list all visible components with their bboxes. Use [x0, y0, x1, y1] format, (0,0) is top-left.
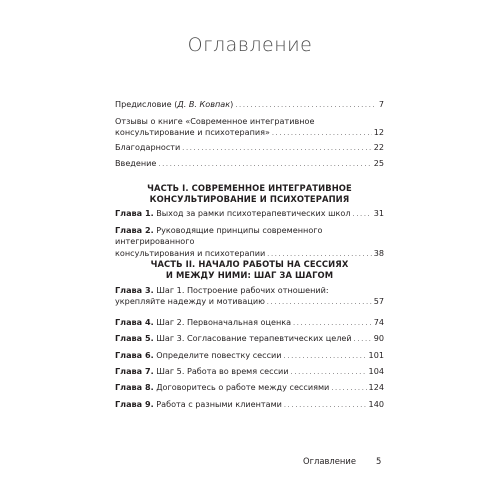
- leader-dots: [354, 333, 372, 345]
- part-heading[interactable]: ЧАСТЬ II. НАЧАЛО РАБОТЫ НА СЕССИЯХ И МЕЖДУ НИМИ: ШАГ ЗА ШАГОМ: [150, 259, 349, 280]
- toc-entry-text: Выход за рамки психотерапевтических школ: [156, 208, 351, 218]
- toc-entry-acknowledgements[interactable]: [115, 142, 384, 154]
- toc-entry-text: Определите повестку сессии: [156, 350, 282, 360]
- leader-dots: [267, 296, 372, 308]
- toc-page-number: 25: [373, 158, 384, 168]
- toc-entry-text: консультирования и психотерапии: [115, 247, 266, 258]
- page-title: Оглавление: [187, 34, 313, 56]
- leader-dots: [331, 382, 366, 394]
- toc-page-number: 90: [373, 333, 384, 343]
- toc-entry-text: Шаг 5. Работа во время сессии: [156, 366, 289, 376]
- toc-entry-reviews[interactable]: [115, 116, 384, 140]
- toc-page-number: 31: [373, 208, 384, 218]
- chapter-label: Глава 9.: [115, 399, 154, 409]
- chapter-label: Глава 6.: [115, 350, 154, 360]
- leader-dots: [235, 99, 377, 111]
- chapter-label: Глава 2.: [115, 225, 154, 235]
- toc-entry-chapter-4[interactable]: [115, 317, 384, 329]
- toc-entry-author: Д. В. Ковпак: [177, 99, 231, 109]
- chapter-label: Глава 1.: [115, 208, 154, 218]
- part-heading[interactable]: ЧАСТЬ I. СОВРЕМЕННОЕ ИНТЕГРАТИВНОЕ КОНСУЛЬТИРОВАНИЕ И ПСИХОТЕРАПИЯ: [147, 183, 352, 204]
- toc-entry-text: укрепляйте надежду и мотивацию: [115, 296, 265, 307]
- leader-dots: [284, 399, 367, 411]
- toc-page-number: 140: [368, 399, 384, 409]
- toc-entry-introduction[interactable]: [115, 158, 384, 170]
- chapter-label: Глава 8.: [115, 382, 154, 392]
- page-number: 5: [376, 456, 382, 466]
- toc-entry-chapter-1[interactable]: [115, 208, 384, 220]
- toc-entry-text: Шаг 3. Согласование терапевтических целей: [156, 333, 352, 343]
- toc-entry-text: ): [230, 99, 234, 109]
- toc-entry-chapter-3[interactable]: [115, 285, 384, 309]
- leader-dots: [291, 366, 367, 378]
- toc-page-number: 101: [368, 350, 384, 360]
- chapter-label: Глава 3.: [115, 285, 154, 295]
- toc-entry-text: консультирование и психотерапия»: [115, 127, 270, 138]
- toc-page-number: 74: [373, 317, 384, 327]
- toc-entry-text: Введение: [115, 158, 157, 168]
- toc-entry-text: Шаг 2. Первоначальная оценка: [156, 317, 292, 327]
- leader-dots: [284, 350, 367, 362]
- chapter-label: Глава 7.: [115, 366, 154, 376]
- running-head: Оглавление: [303, 456, 356, 466]
- toc-entry-text: Благодарности: [115, 142, 181, 152]
- toc-page-number: 22: [373, 142, 384, 152]
- toc-page-number: 7: [378, 99, 384, 109]
- toc-entry-text: Договоритесь о работе между сессиями: [156, 382, 330, 392]
- toc-entry-chapter-6[interactable]: [115, 350, 384, 362]
- toc-entry-text: Шаг 1. Построение рабочих отношений:: [156, 285, 329, 295]
- toc-entry-preface[interactable]: [115, 99, 384, 111]
- toc-entry-text: Руководящие принципы современного интегрированного: [115, 225, 323, 247]
- leader-dots: [353, 208, 372, 220]
- toc-page-number: 57: [373, 296, 384, 307]
- toc-entry-chapter-7[interactable]: [115, 366, 384, 378]
- toc-entry-text: Работа с разными клиентами: [156, 399, 282, 409]
- toc-entry-chapter-5[interactable]: [115, 333, 384, 345]
- toc-entry-chapter-2[interactable]: [115, 225, 384, 260]
- toc-page-number: 12: [373, 127, 384, 138]
- leader-dots: [272, 127, 372, 139]
- toc-page-number: 104: [368, 366, 384, 376]
- leader-dots: [182, 142, 371, 154]
- leader-dots: [293, 317, 372, 329]
- toc-entry-text: Предисловие (: [115, 99, 178, 109]
- toc-entry-chapter-9[interactable]: [115, 399, 384, 411]
- toc-entry-chapter-8[interactable]: [115, 382, 384, 394]
- chapter-label: Глава 5.: [115, 333, 154, 343]
- toc-page-number: 38: [373, 247, 384, 258]
- toc-entry-text: Отзывы о книге «Современное интегративное: [115, 116, 315, 126]
- leader-dots: [158, 158, 371, 170]
- chapter-label: Глава 4.: [115, 317, 154, 327]
- toc-page-number: 124: [368, 382, 384, 392]
